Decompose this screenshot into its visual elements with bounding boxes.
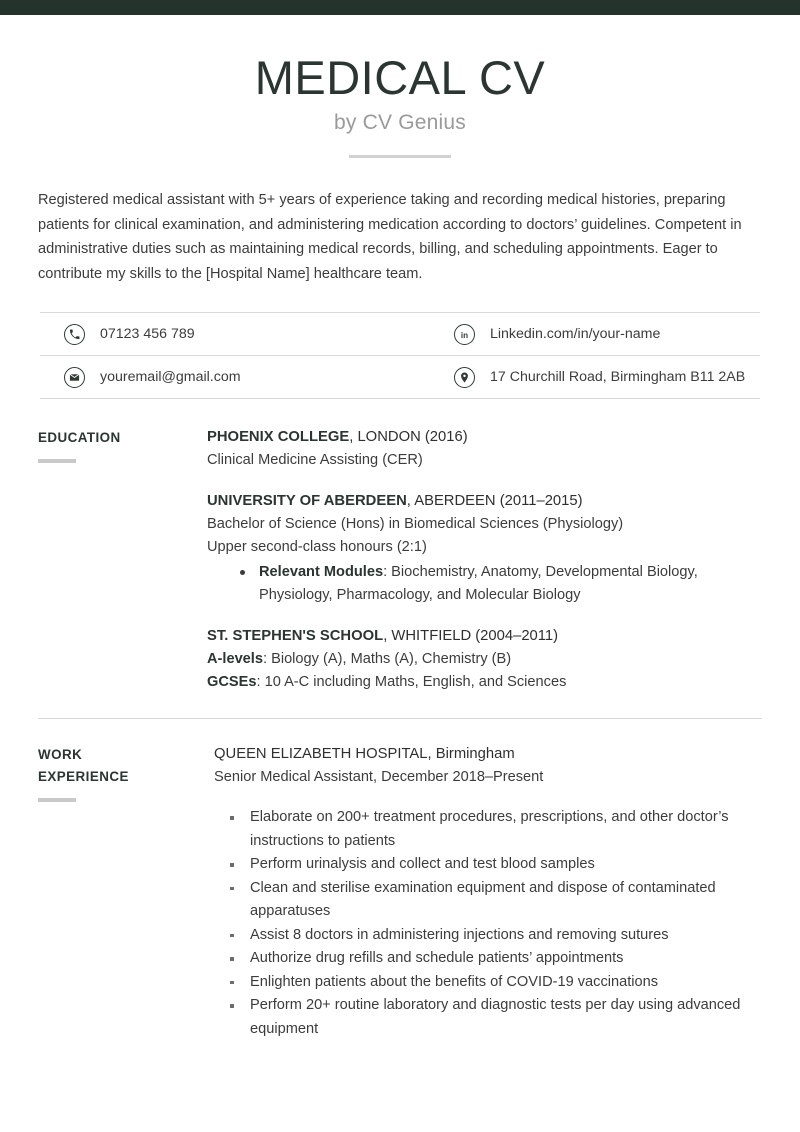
education-detail	[207, 648, 762, 671]
education-entry	[207, 490, 762, 607]
section-work-experience	[38, 741, 762, 1041]
contact-row	[40, 356, 760, 399]
section-title-work-line2: EXPERIENCE	[38, 769, 129, 785]
list-item: Enlighten patients about the benefits of COVID-19 vaccinations	[207, 971, 762, 995]
contact-linkedin-value: Linkedin.com/in/your-name	[490, 325, 661, 342]
education-bullet-list	[207, 561, 762, 607]
education-org: PHOENIX COLLEGE	[207, 429, 350, 446]
education-detail	[207, 671, 762, 694]
email-icon	[64, 367, 85, 388]
work-accent-bar	[38, 798, 76, 802]
education-entry	[207, 426, 762, 472]
list-item: Clean and sterilise examination equipment and dispose of contaminated apparatuses	[207, 877, 762, 924]
section-education	[38, 424, 762, 694]
list-item: Perform 20+ routine laboratory and diagnostic tests per day using advanced equipment	[207, 994, 762, 1041]
education-meta: , LONDON (2016)	[349, 429, 468, 446]
education-meta: , ABERDEEN (2011–2015)	[406, 493, 583, 510]
education-entry	[207, 625, 762, 694]
detail-lead: GCSEs	[207, 674, 257, 691]
detail-rest: : 10 A-C including Maths, English, and Sciences	[256, 674, 567, 691]
linkedin-icon	[454, 324, 475, 345]
work-label-column	[38, 741, 207, 1041]
bullet-lead: Relevant Modules	[259, 564, 384, 581]
education-detail: Bachelor of Science (Hons) in Biomedical Sciences (Physiology)	[207, 516, 624, 533]
contact-row	[40, 313, 760, 356]
education-entry-heading	[207, 426, 762, 449]
education-label-column	[38, 424, 207, 694]
list-item: Perform urinalysis and collect and test blood samples	[207, 853, 762, 877]
section-title-work-line1: WORK	[38, 747, 83, 763]
list-item: Authorize drug refills and schedule patients’ appointments	[207, 947, 762, 971]
detail-lead: A-levels	[207, 651, 263, 668]
education-org: UNIVERSITY OF ABERDEEN	[207, 493, 407, 510]
professional-summary: Registered medical assistant with 5+ years of experience taking and recording medical histories, preparing patients for clinical examination, and administering medication according to doctors’ guidelines. Competent in administrative duties such as maintaining medical records, billing, and scheduling appointments. Eager to contribute my skills to the [Hospital Name] healthcare team.	[38, 192, 742, 282]
list-item	[207, 561, 762, 607]
section-title-education: EDUCATION	[38, 430, 121, 446]
svg-text:in: in	[460, 330, 469, 340]
education-entries	[207, 424, 762, 694]
list-item: Assist 8 doctors in administering injections and removing sutures	[207, 924, 762, 948]
education-org: ST. STEPHEN'S SCHOOL	[207, 628, 384, 645]
contact-address-value: 17 Churchill Road, Birmingham B11 2AB	[490, 368, 746, 385]
contact-address[interactable]	[400, 356, 760, 398]
education-entry-heading	[207, 490, 762, 513]
contact-phone-value: 07123 456 789	[100, 325, 195, 342]
contact-email-value: youremail@gmail.com	[100, 368, 241, 385]
section-divider	[38, 718, 762, 719]
location-pin-icon	[454, 367, 475, 388]
work-bullet-list	[207, 806, 762, 1041]
top-accent-bar	[0, 0, 800, 15]
bullet-rest: : Biochemistry, Anatomy, Developmental Biology, Physiology, Pharmacology, and Molecular Biology	[259, 564, 698, 604]
detail-rest: : Biology (A), Maths (A), Chemistry (B)	[262, 651, 512, 668]
work-company: QUEEN ELIZABETH HOSPITAL, Birmingham	[214, 746, 515, 763]
phone-icon	[64, 324, 85, 345]
education-accent-bar	[38, 459, 76, 463]
work-entries	[207, 741, 762, 1041]
cv-header	[0, 15, 800, 158]
education-meta: , WHITFIELD (2004–2011)	[383, 628, 559, 645]
contact-email[interactable]	[40, 356, 400, 398]
contact-linkedin[interactable]	[400, 313, 760, 355]
education-detail: Upper second-class honours (2:1)	[207, 539, 427, 556]
work-role: Senior Medical Assistant, December 2018–Present	[214, 769, 544, 786]
list-item: Elaborate on 200+ treatment procedures, prescriptions, and other doctor’s instructions to patients	[207, 806, 762, 853]
title-divider	[349, 155, 451, 158]
contact-phone[interactable]	[40, 313, 400, 355]
page-title: MEDICAL CV	[254, 51, 546, 104]
contact-block	[40, 312, 760, 399]
education-entry-heading	[207, 625, 762, 648]
page-subtitle: by CV Genius	[334, 111, 466, 135]
education-detail: Clinical Medicine Assisting (CER)	[207, 452, 423, 469]
